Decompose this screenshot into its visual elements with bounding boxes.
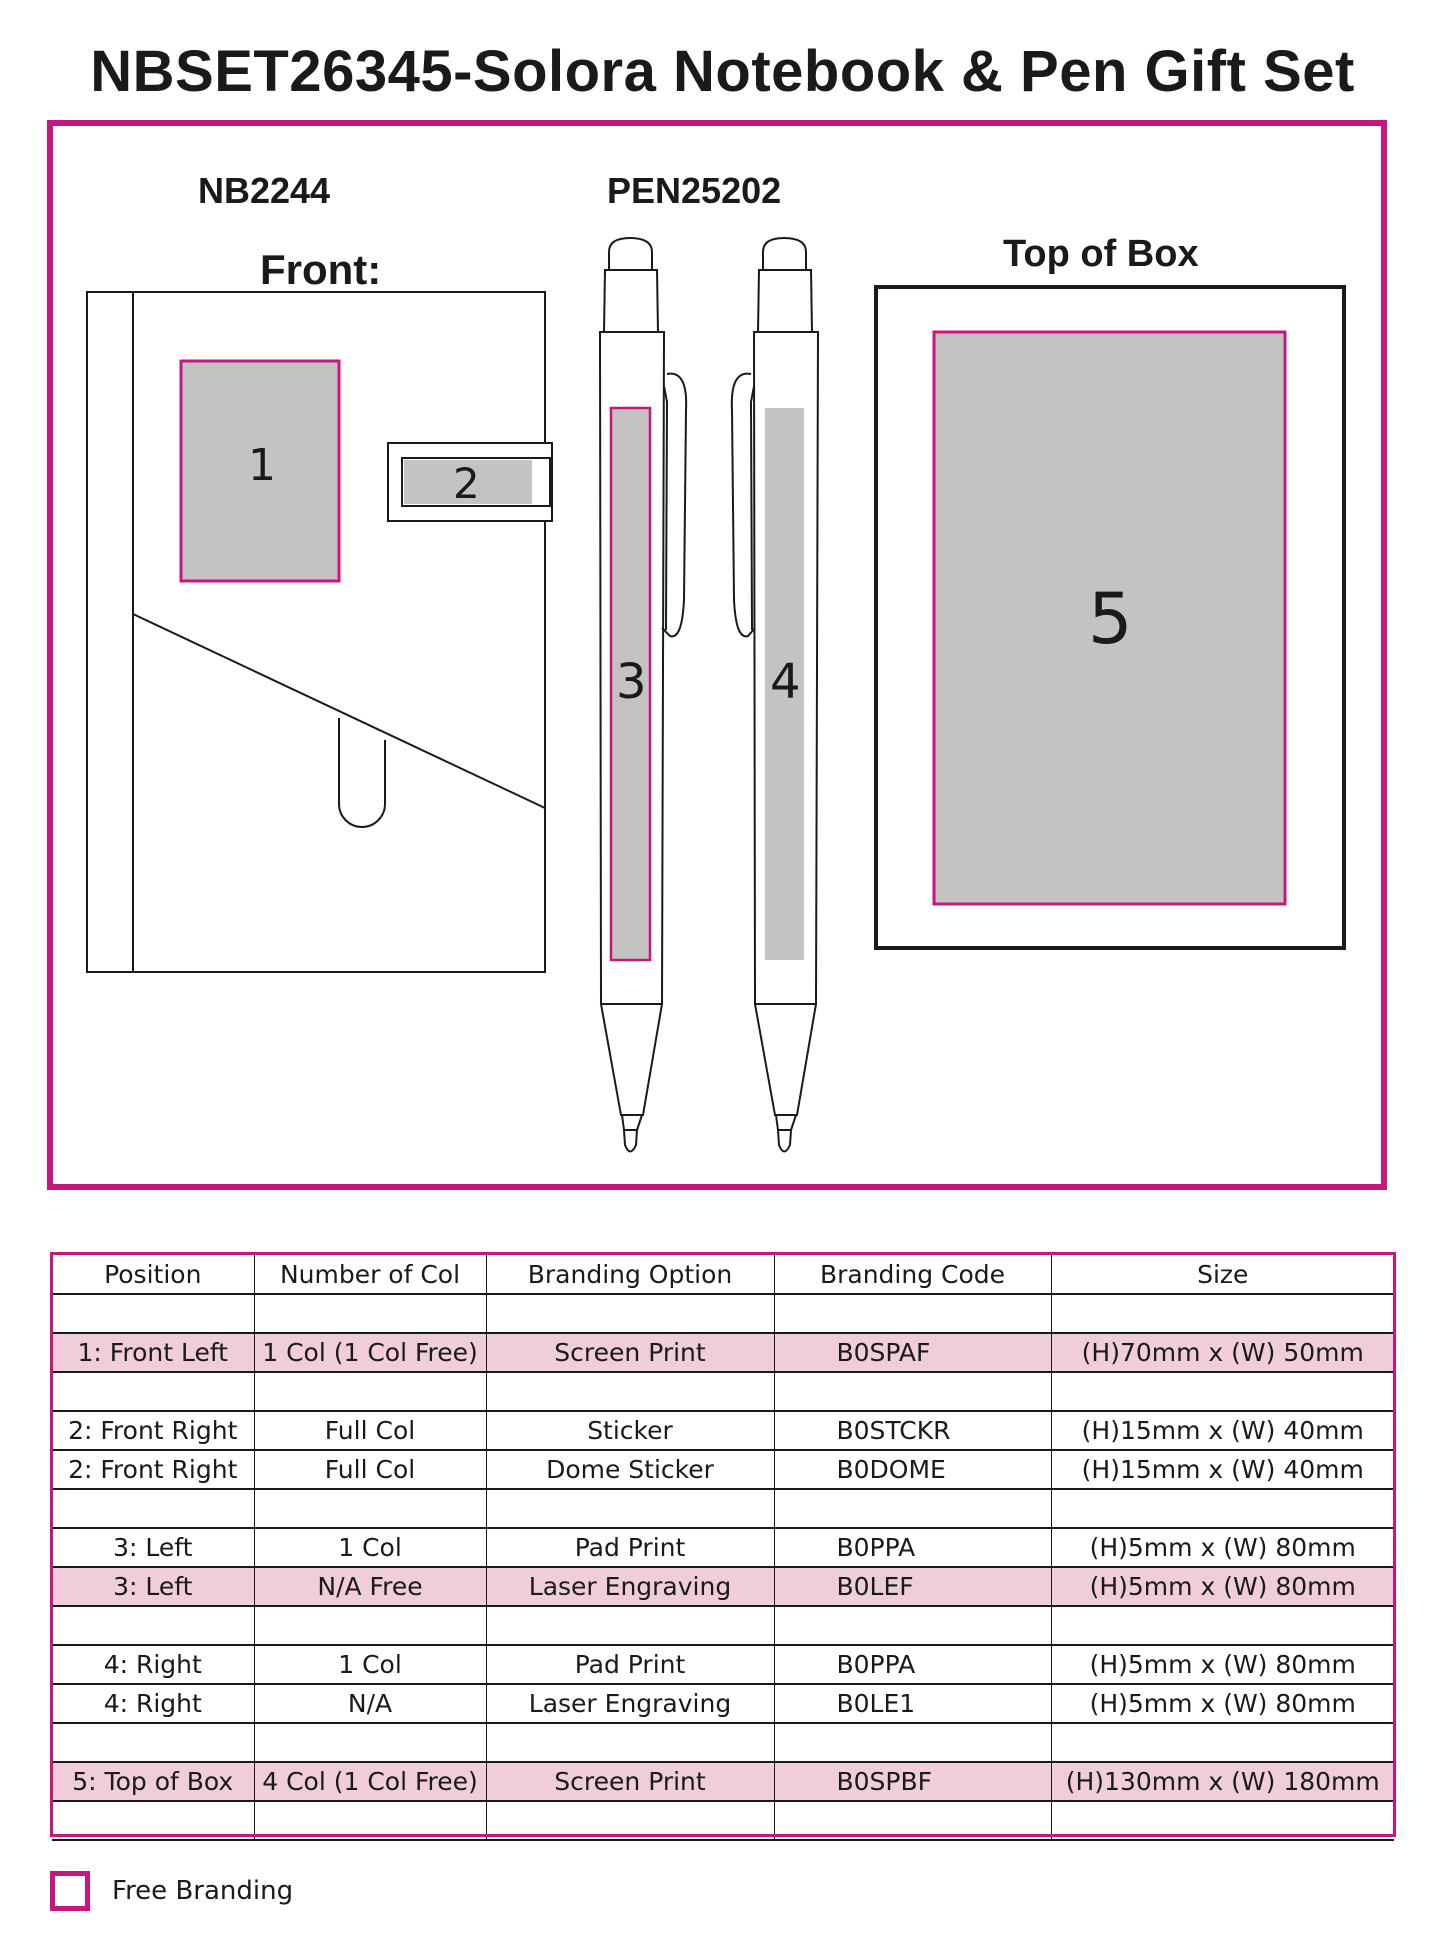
cell-branding-code: B0SPAF [774,1333,1051,1372]
cell-size: (H)5mm x (W) 80mm [1051,1567,1394,1606]
cell-position: 2: Front Right [52,1411,254,1450]
print-area-2-number: 2 [453,459,480,508]
cell-branding-option [486,1606,774,1645]
cell-position: 4: Right [52,1645,254,1684]
table-header-row [52,1255,1394,1294]
cell-branding-code [774,1294,1051,1333]
table-row [52,1762,1394,1801]
table-row [52,1528,1394,1567]
table-body [52,1294,1394,1840]
cell-number-of-col [254,1294,486,1333]
cell-position [52,1294,254,1333]
header-branding-code: Branding Code [774,1255,1051,1294]
cell-number-of-col [254,1489,486,1528]
cell-position: 4: Right [52,1684,254,1723]
legend-label: Free Branding [112,1876,294,1906]
cell-number-of-col: Full Col [254,1450,486,1489]
table-spacer-row [52,1372,1394,1411]
cell-position: 2: Front Right [52,1450,254,1489]
cell-branding-code [774,1606,1051,1645]
cell-position: 3: Left [52,1567,254,1606]
print-area-3-number: 3 [616,654,647,710]
notebook-view-label: Front: [260,246,382,293]
cell-branding-option [486,1372,774,1411]
cell-size: (H)5mm x (W) 80mm [1051,1528,1394,1567]
cell-branding-code: B0PPA [774,1645,1051,1684]
cell-number-of-col: N/A [254,1684,486,1723]
table-spacer-row [52,1723,1394,1762]
print-area-1-number: 1 [248,440,276,491]
cell-branding-option: Pad Print [486,1528,774,1567]
table-row [52,1567,1394,1606]
cell-number-of-col: 4 Col (1 Col Free) [254,1762,486,1801]
cell-branding-option [486,1801,774,1840]
cell-size: (H)70mm x (W) 50mm [1051,1333,1394,1372]
cell-number-of-col: 1 Col [254,1528,486,1567]
cell-number-of-col [254,1723,486,1762]
cell-branding-option: Laser Engraving [486,1567,774,1606]
cell-size [1051,1294,1394,1333]
cell-position: 1: Front Left [52,1333,254,1372]
cell-branding-option [486,1723,774,1762]
branding-options-table [52,1255,1394,1841]
cell-branding-code [774,1489,1051,1528]
print-area-4-number: 4 [770,654,801,710]
cell-branding-code [774,1723,1051,1762]
cell-position [52,1723,254,1762]
cell-size [1051,1489,1394,1528]
page-title: NBSET26345-Solora Notebook & Pen Gift Set [90,39,1355,104]
cell-size [1051,1372,1394,1411]
table-row [52,1333,1394,1372]
table-row [52,1450,1394,1489]
cell-branding-option [486,1489,774,1528]
cell-branding-option: Screen Print [486,1762,774,1801]
cell-branding-code: B0SPBF [774,1762,1051,1801]
cell-number-of-col [254,1606,486,1645]
cell-branding-code: B0PPA [774,1528,1051,1567]
cell-branding-option [486,1294,774,1333]
cell-branding-code: B0STCKR [774,1411,1051,1450]
cell-branding-code: B0LE1 [774,1684,1051,1723]
cell-branding-option: Laser Engraving [486,1684,774,1723]
table-spacer-row [52,1489,1394,1528]
table-row [52,1645,1394,1684]
cell-size [1051,1606,1394,1645]
cell-size [1051,1801,1394,1840]
cell-position: 5: Top of Box [52,1762,254,1801]
notebook-code-label: NB2244 [198,170,331,211]
legend [50,1868,293,1914]
pen-code-label: PEN25202 [607,170,782,211]
header-number-of-col: Number of Col [254,1255,486,1294]
cell-number-of-col [254,1372,486,1411]
cell-position [52,1489,254,1528]
cell-branding-option: Dome Sticker [486,1450,774,1489]
cell-branding-option: Sticker [486,1411,774,1450]
free-branding-swatch [50,1871,90,1911]
header-branding-option: Branding Option [486,1255,774,1294]
header-position: Position [52,1255,254,1294]
table-spacer-row [52,1801,1394,1840]
box-view-label: Top of Box [1003,233,1199,275]
cell-branding-code: B0LEF [774,1567,1051,1606]
cell-position [52,1606,254,1645]
cell-position [52,1372,254,1411]
cell-branding-option: Screen Print [486,1333,774,1372]
cell-position [52,1801,254,1840]
cell-number-of-col: N/A Free [254,1567,486,1606]
cell-branding-option: Pad Print [486,1645,774,1684]
cell-size: (H)15mm x (W) 40mm [1051,1411,1394,1450]
cell-size: (H)5mm x (W) 80mm [1051,1684,1394,1723]
cell-number-of-col [254,1801,486,1840]
table-spacer-row [52,1606,1394,1645]
cell-branding-code: B0DOME [774,1450,1051,1489]
cell-size [1051,1723,1394,1762]
cell-number-of-col: 1 Col (1 Col Free) [254,1333,486,1372]
cell-number-of-col: Full Col [254,1411,486,1450]
cell-position: 3: Left [52,1528,254,1567]
print-area-5-number: 5 [1088,578,1133,660]
table-row [52,1684,1394,1723]
cell-branding-code [774,1801,1051,1840]
cell-size: (H)5mm x (W) 80mm [1051,1645,1394,1684]
cell-number-of-col: 1 Col [254,1645,486,1684]
table-row [52,1411,1394,1450]
table-spacer-row [52,1294,1394,1333]
cell-branding-code [774,1372,1051,1411]
cell-size: (H)130mm x (W) 180mm [1051,1762,1394,1801]
header-size: Size [1051,1255,1394,1294]
cell-size: (H)15mm x (W) 40mm [1051,1450,1394,1489]
